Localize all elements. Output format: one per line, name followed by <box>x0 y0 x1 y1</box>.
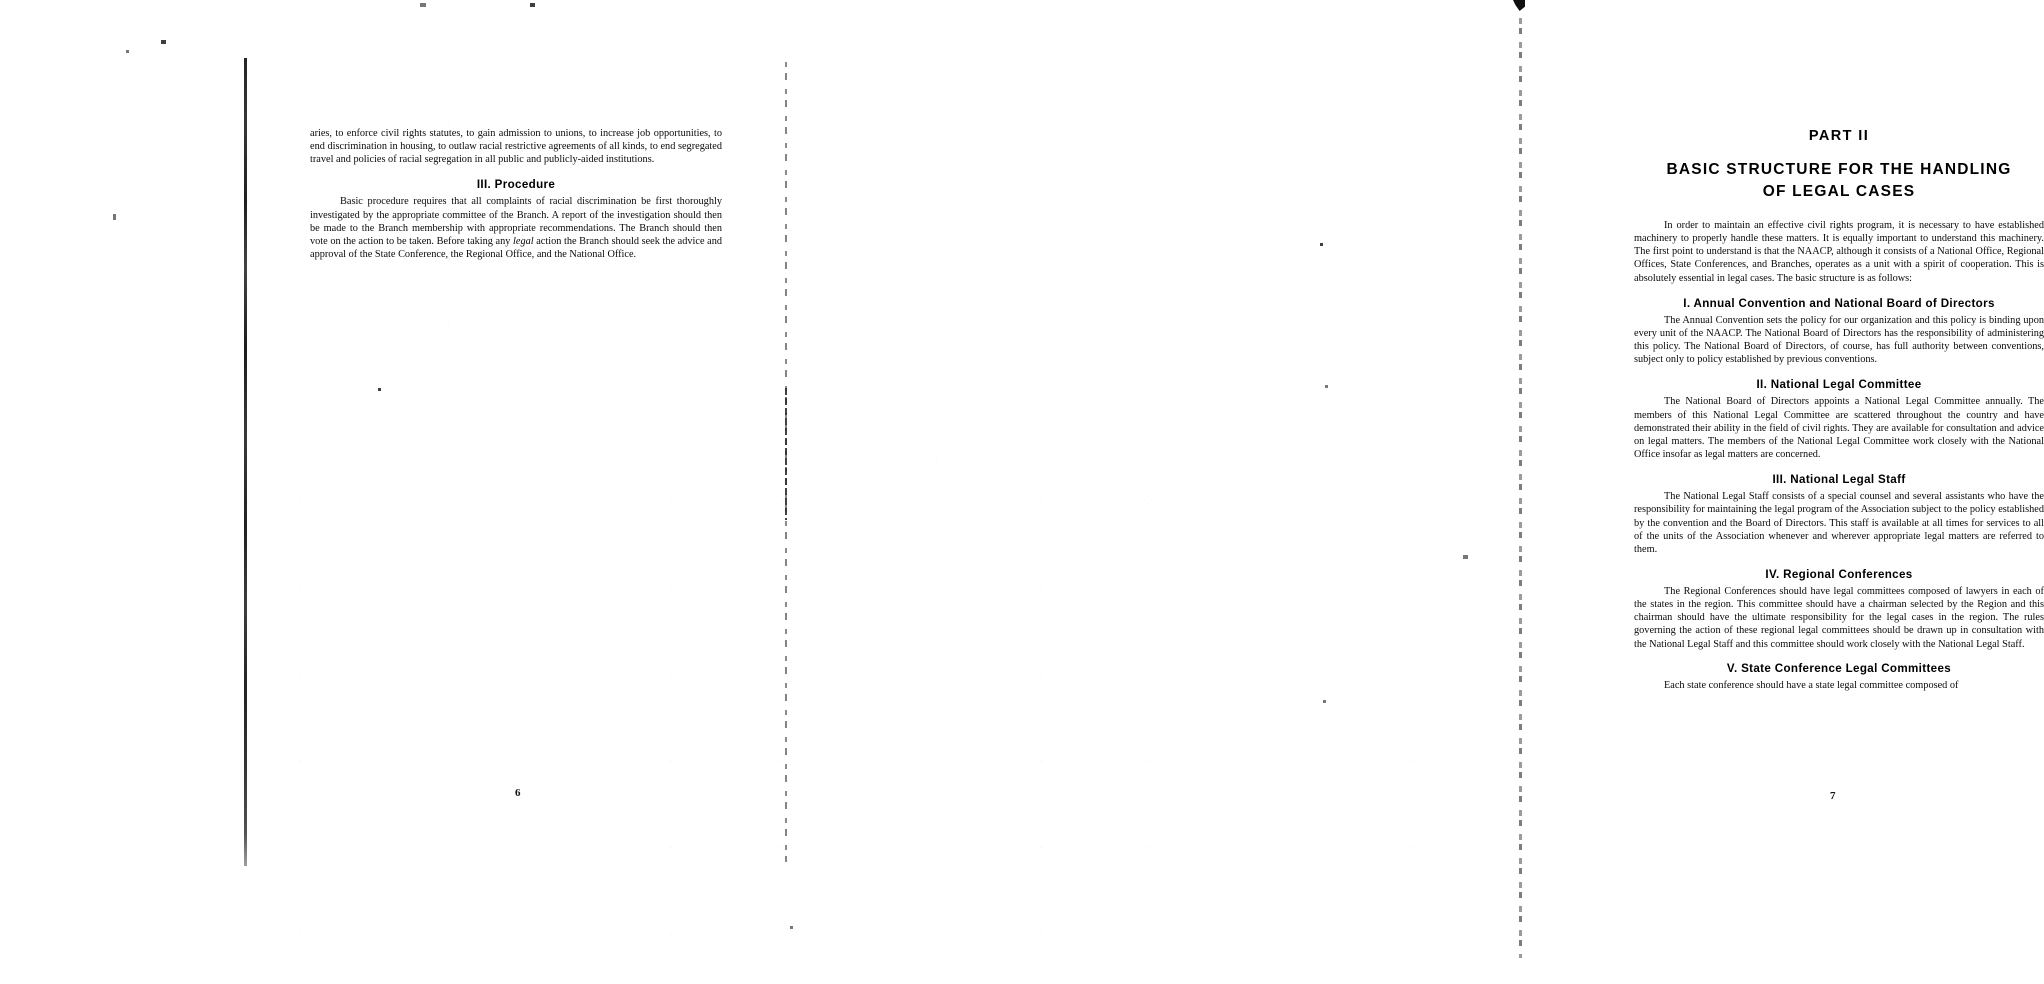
part-title-line-2: OF LEGAL CASES <box>1762 183 1916 200</box>
left-page-text-column <box>310 127 722 261</box>
paragraph-regional-conferences: The Regional Conferences should have legal committees composed of lawyers in each of the states in the region. This committee should have a chairman selected by the Region and this chairman should have the ultimate responsibility for the legal cases in the region. The rules governing the action of these regional legal committees should be drawn up in consultation with the National Legal Staff and this committee should work closely with the National Legal Staff. <box>1634 585 2044 650</box>
page-number-left: 6 <box>515 787 521 799</box>
intro-paragraph: In order to maintain an effective civil rights program, it is necessary to have established machinery to properly handle these matters. It is equally important to understand this machinery. The first point to understand is that the NAACP, although it consists of a National Office, Regional Offices, State Conferences, and Branches, operates as a unit with a spirit of cooperation. This is absolutely essential in legal cases. The basic structure is as follows: <box>1634 220 2044 284</box>
heading-state-conference-legal-committees: V. State Conference Legal Committees <box>1726 661 1952 675</box>
left-page <box>0 0 786 984</box>
right-page-text-column <box>1634 127 2044 692</box>
page-number-right: 7 <box>1830 790 1836 802</box>
heading-regional-conferences: IV. Regional Conferences <box>1765 567 1913 581</box>
heading-national-legal-committee: II. National Legal Committee <box>1756 378 1922 392</box>
procedure-text-after-italic: action the Branch should seek the advice and approval of the State Conference, the Regional Office, and the National Office. <box>310 235 723 261</box>
part-label: PART II <box>1808 128 1870 144</box>
procedure-paragraph <box>310 195 722 261</box>
paragraph-annual-convention: The Annual Convention sets the policy for our organization and this policy is binding upon every unit of the NAACP. The National Board of Directors has the responsibility of administering this policy. The National Board of Directors, of course, has full authority between conventions, subject only to policy established by previous conventions. <box>1634 314 2044 366</box>
part-title <box>1634 159 2044 203</box>
heading-annual-convention: I. Annual Convention and National Board of Directors <box>1683 296 1995 310</box>
heading-procedure: III. Procedure <box>476 178 556 192</box>
part-title-line-1: BASIC STRUCTURE FOR THE HANDLING <box>1666 161 2012 178</box>
heading-national-legal-staff: III. National Legal Staff <box>1772 473 1906 487</box>
paragraph-state-conference-legal-committees: Each state conference should have a state legal committee composed of <box>1664 679 1959 691</box>
right-page <box>786 0 2044 984</box>
paragraph-national-legal-staff: The National Legal Staff consists of a special counsel and several assistants who have the responsibility for maintaining the legal program of the Association subject to the policy established by the convention and the Board of Directors. This staff is available at all times for services to all of the units of the Association whenever and wherever appropriate legal matters are referred to them. <box>1634 491 2044 555</box>
italic-emphasis-legal: legal <box>513 235 534 247</box>
paragraph-national-legal-committee: The National Board of Directors appoints a National Legal Committee annually. The members of this National Legal Committee are scattered throughout the country and have demonstrated their ability in the field of civil rights. They are available for consultation and advice on legal matters. The members of the National Legal Committee work closely with the National Office insofar as legal matters are concerned. <box>1634 396 2044 461</box>
continued-paragraph: aries, to enforce civil rights statutes, to gain admission to unions, to increase job opportunities, to end discrimination in housing, to outlaw racial restrictive agreements of all kinds, to end segregated travel and policies of racial segregation in all public and publicly-aided institutions. <box>310 128 722 166</box>
procedure-text-before-italic: Basic procedure requires that all complaints of racial discrimination be first thoroughly investigated by the appropriate committee of the Branch. A report of the investigation should then be made to the Branch membership with appropriate recommendations. The Branch should then vote on the action to be taken. Before taking any <box>310 196 722 247</box>
